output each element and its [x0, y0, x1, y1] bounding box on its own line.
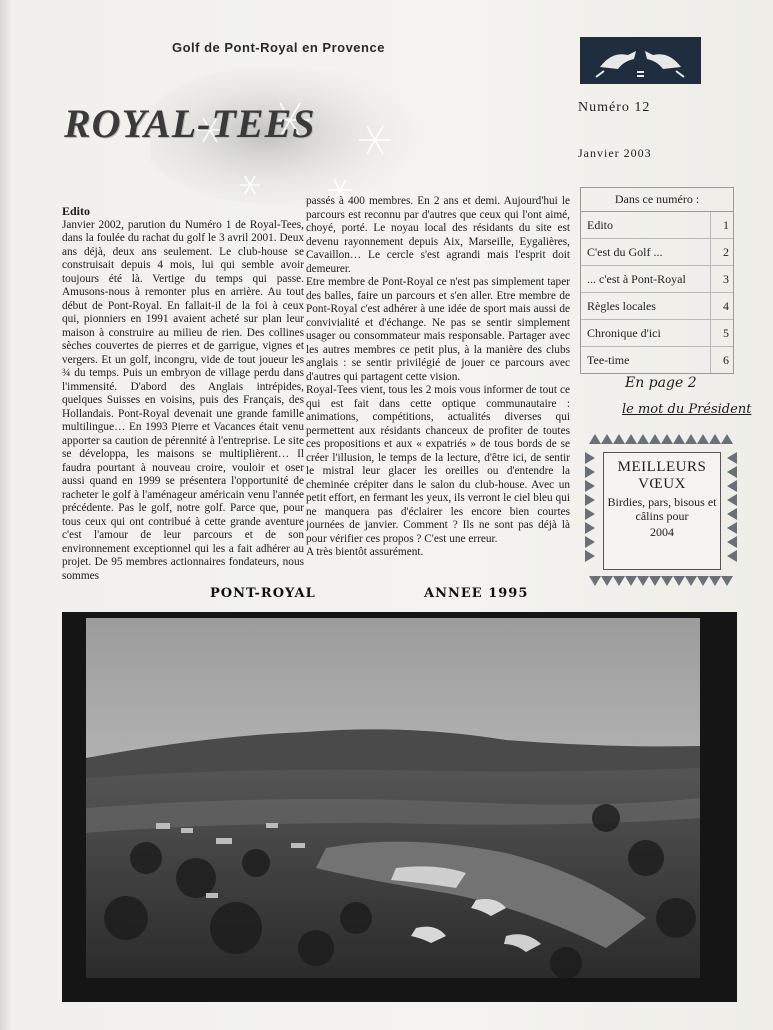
- table-of-contents: [580, 187, 734, 374]
- editorial-heading: Edito: [62, 204, 91, 218]
- editorial-column-1: [62, 205, 304, 583]
- newsletter-title: ROYAL-TEES: [64, 101, 316, 146]
- editorial-paragraph: Etre membre de Pont-Royal ce n'est pas simplement taper des balles, faire un parcours et s'en aller. Etre membre de Pont-Royal c'est adhérer à une idée de sport mais aussi de convivialité et d'échange. Ne pas se sentir simplement usager ou consommateur mais responsable. Partager avec les autres membres ce petit plus, à la manière des clubs anglais : se sentir privilégié de jouer ce parcours avec d'autres qui partagent cette vision.: [306, 276, 570, 383]
- toc-item-label: Règles locales: [587, 298, 656, 313]
- toc-item: [581, 293, 733, 320]
- toc-item-page: 2: [710, 239, 729, 265]
- leaping-deer-emblem-icon: [580, 37, 701, 84]
- toc-item-page: 5: [710, 320, 729, 346]
- photo-caption-year: ANNEE 1995: [424, 586, 529, 601]
- toc-item-label: C'est du Golf ...: [587, 244, 663, 259]
- photo-caption-place: PONT-ROYAL: [210, 586, 316, 601]
- wishes-line1: MEILLEURS: [617, 459, 707, 475]
- issue-number: Numéro 12: [578, 100, 651, 115]
- editorial-paragraph: Royal-Tees vient, tous les 2 mois vous informer de tout ce qui est fait dans cette optique communautaire : animations, compétitions, actualités diverses qui permettent aux résidants chanceux de profiter de toutes ces propositions et aux « expatriés » de tous bords de se créer l'illusion, le temps de la lecture, d'être ici, de sentir le mistral leur glacer les oreilles ou d'entendre la cheminée crépiter dans le salon du club-house. Avec un petit effort, en fermant les yeux, ils verront le ciel bleu qui ne manquera pas d'éclairer les encore bien courtes journées de janvier. Comment ? Ils ne sont pas déjà là pour vérifier ces propos ? C'est une erreur.: [306, 384, 570, 545]
- editorial-paragraph: A très bientôt assurément.: [306, 546, 424, 558]
- toc-item: [581, 266, 733, 293]
- editorial-paragraph: Janvier 2002, parution du Numéro 1 de Royal-Tees, dans la foulée du rachat du golf le 3 avril 2001. Deux ans déjà, deux ans seulement. Le club-house se construisait depuis 4 mois, lui qui semble avoir toujours été là. Vertige du temps qui passe. Amusons-nous à remonter plus en arrière. Au tout début de Pont-Royal. En fallait-il de la foi à ceux qui, pionniers en 1991 avaient acheté sur plan leur maison à construire au milieu de rien. Des collines sèches couvertes de pierres et de garrigue, vignes et vergers. Et un golf, incongru, vide de tout joueur les ¾ du temps. Puis un embryon de village perdu dans l'immensité. D'abord des Anglais intrépides, quelques Suisses en voisins, puis des Français, des Hollandais. Pont-Royal devenait une grande famille multilingue… En 1993 Pierre et Vacances était venu apporter sa caution de pérennité à l'entreprise. Le site se développa, les maisons se multiplièrent… Il faudra pourtant à nouveau croire, vouloir et oser aussi quand en 1999 se présentera l'opportunité de racheter le golf à l'aménageur américain venu l'année précédente. Pas le golf, notre golf. Parce que, pour tous ceux qui ont contribué à cette grande aventure c'est l'amour de leur parcours et de son environnement exceptionnel qui les a fait adhérer au projet. De 95 membres actionnaires fondateurs, nous sommes: [62, 218, 304, 582]
- toc-item-page: 6: [710, 347, 729, 373]
- wishes-line3: Birdies, pars, bisous et câlins pour: [607, 495, 717, 523]
- toc-item: [581, 320, 733, 347]
- toc-item-label: Chronique d'ici: [587, 325, 661, 340]
- toc-item: [581, 212, 733, 239]
- toc-item-page: 4: [710, 293, 729, 319]
- club-subtitle: Golf de Pont-Royal en Provence: [172, 40, 385, 55]
- toc-item-page: 3: [710, 266, 729, 292]
- president-note-line2: le mot du Président: [622, 402, 752, 417]
- toc-item: [581, 347, 733, 373]
- toc-item: [581, 239, 733, 266]
- issue-date: Janvier 2003: [578, 146, 652, 160]
- new-year-wishes-box: [603, 452, 721, 570]
- editorial-column-2: [306, 195, 570, 560]
- wishes-line2: VŒUX: [638, 476, 686, 492]
- wishes-year: 2004: [650, 525, 674, 539]
- toc-item-label: Edito: [587, 217, 613, 232]
- aerial-golf-course-photo: [86, 618, 700, 978]
- toc-item-label: ... c'est à Pont-Royal: [587, 271, 686, 286]
- toc-heading: Dans ce numéro :: [581, 188, 733, 212]
- editorial-paragraph: passés à 400 membres. En 2 ans et demi. Aujourd'hui le parcours est reconnu par d'autres que ceux qui l'ont aimé, choyé, porté. Le noyau local des résidants du site est devenu rayonnement depuis Aix, Marseille, Eygalières, Cavaillon… Le cercle s'est agrandi mais l'esprit doit demeurer.: [306, 195, 570, 275]
- president-note-line1: En page 2: [625, 375, 697, 391]
- toc-item-label: Tee-time: [587, 352, 630, 367]
- toc-item-page: 1: [710, 212, 729, 238]
